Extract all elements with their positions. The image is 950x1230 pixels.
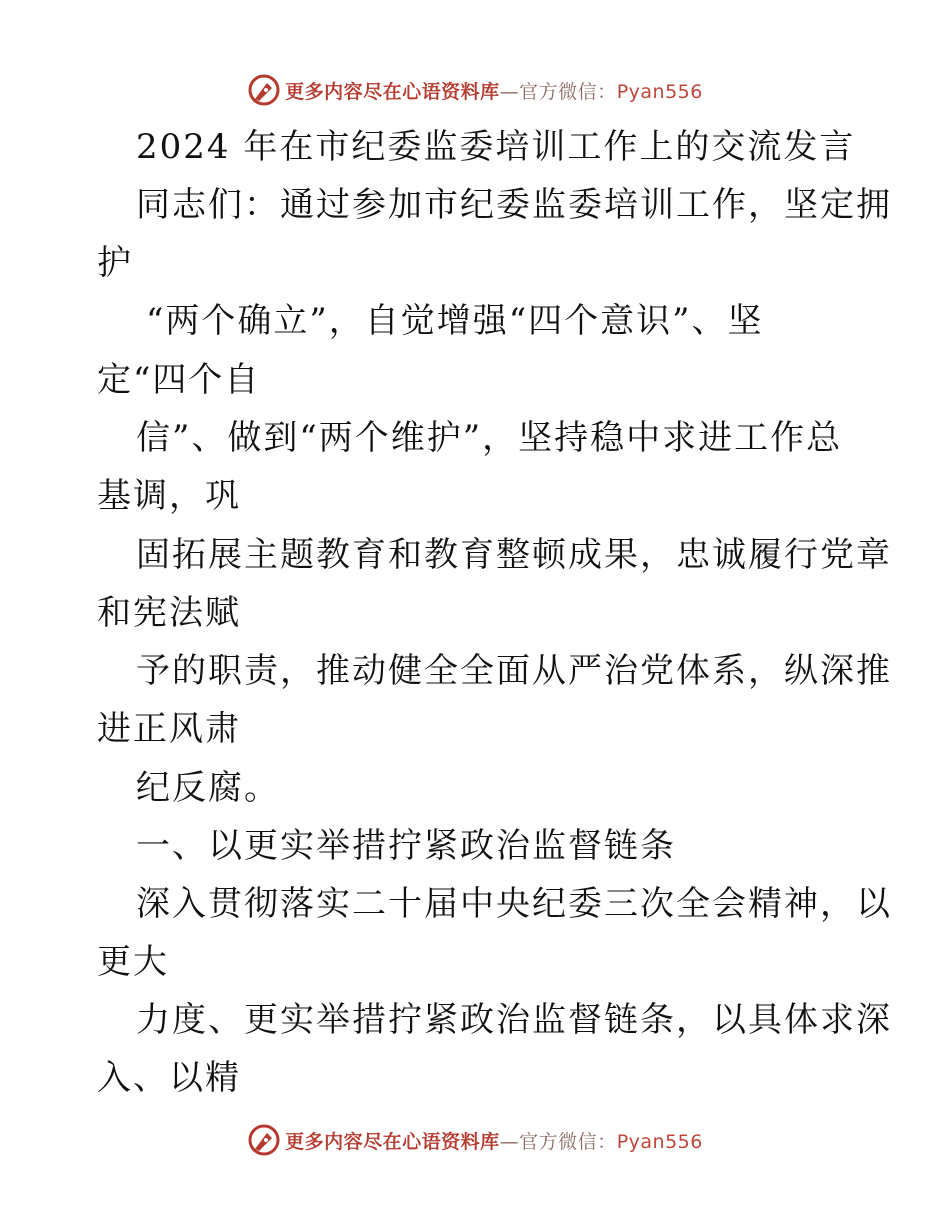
document-title: 2024 年在市纪委监委培训工作上的交流发言: [136, 127, 856, 167]
text-line: 固拓展主题教育和教育整顿成果，忠诚履行党章: [136, 535, 892, 575]
text-line: 力度、更实举措拧紧政治监督链条，以具体求深: [136, 1000, 892, 1040]
text-line: 深入贯彻落实二十届中央纪委三次全会精神，以: [136, 884, 892, 924]
text-line: 和宪法赋: [97, 593, 241, 633]
text-line: 入、以精: [97, 1058, 241, 1098]
watermark-wechat-id: Pyan556: [616, 80, 703, 103]
text-line: 同志们：通过参加市纪委监委培训工作，坚定拥: [136, 185, 892, 225]
pen-nib-logo-icon: [247, 1123, 281, 1157]
watermark-text: [285, 77, 703, 104]
header-watermark: [0, 70, 950, 110]
footer-watermark: [0, 1120, 950, 1160]
text-line: 进正风肃: [97, 709, 241, 749]
section-heading: 一、以更实举措拧紧政治监督链条: [136, 826, 676, 866]
text-line: 更大: [97, 942, 169, 982]
text-line: 护: [97, 243, 133, 283]
text-line: “两个确立”，自觉增强“四个意识”、坚: [146, 301, 764, 341]
watermark-dash: —: [499, 80, 520, 103]
watermark-site: 更多内容尽在心语资料库: [285, 80, 500, 103]
text-line: 定“四个自: [97, 360, 261, 400]
text-line: 信”、做到“两个维护”，坚持稳中求进工作总: [136, 418, 843, 458]
watermark-dash: —: [499, 1130, 520, 1153]
watermark-wechat-label: 官方微信：: [519, 1130, 617, 1153]
text-line: 基调，巩: [97, 476, 241, 516]
watermark-wechat-label: 官方微信：: [519, 80, 617, 103]
watermark-site: 更多内容尽在心语资料库: [285, 1130, 500, 1153]
pen-nib-logo-icon: [247, 73, 281, 107]
watermark-wechat-id: Pyan556: [616, 1130, 703, 1153]
text-line: 予的职责，推动健全全面从严治党体系，纵深推: [136, 651, 892, 691]
text-line: 纪反腐。: [136, 768, 280, 808]
watermark-text: [285, 1127, 703, 1154]
